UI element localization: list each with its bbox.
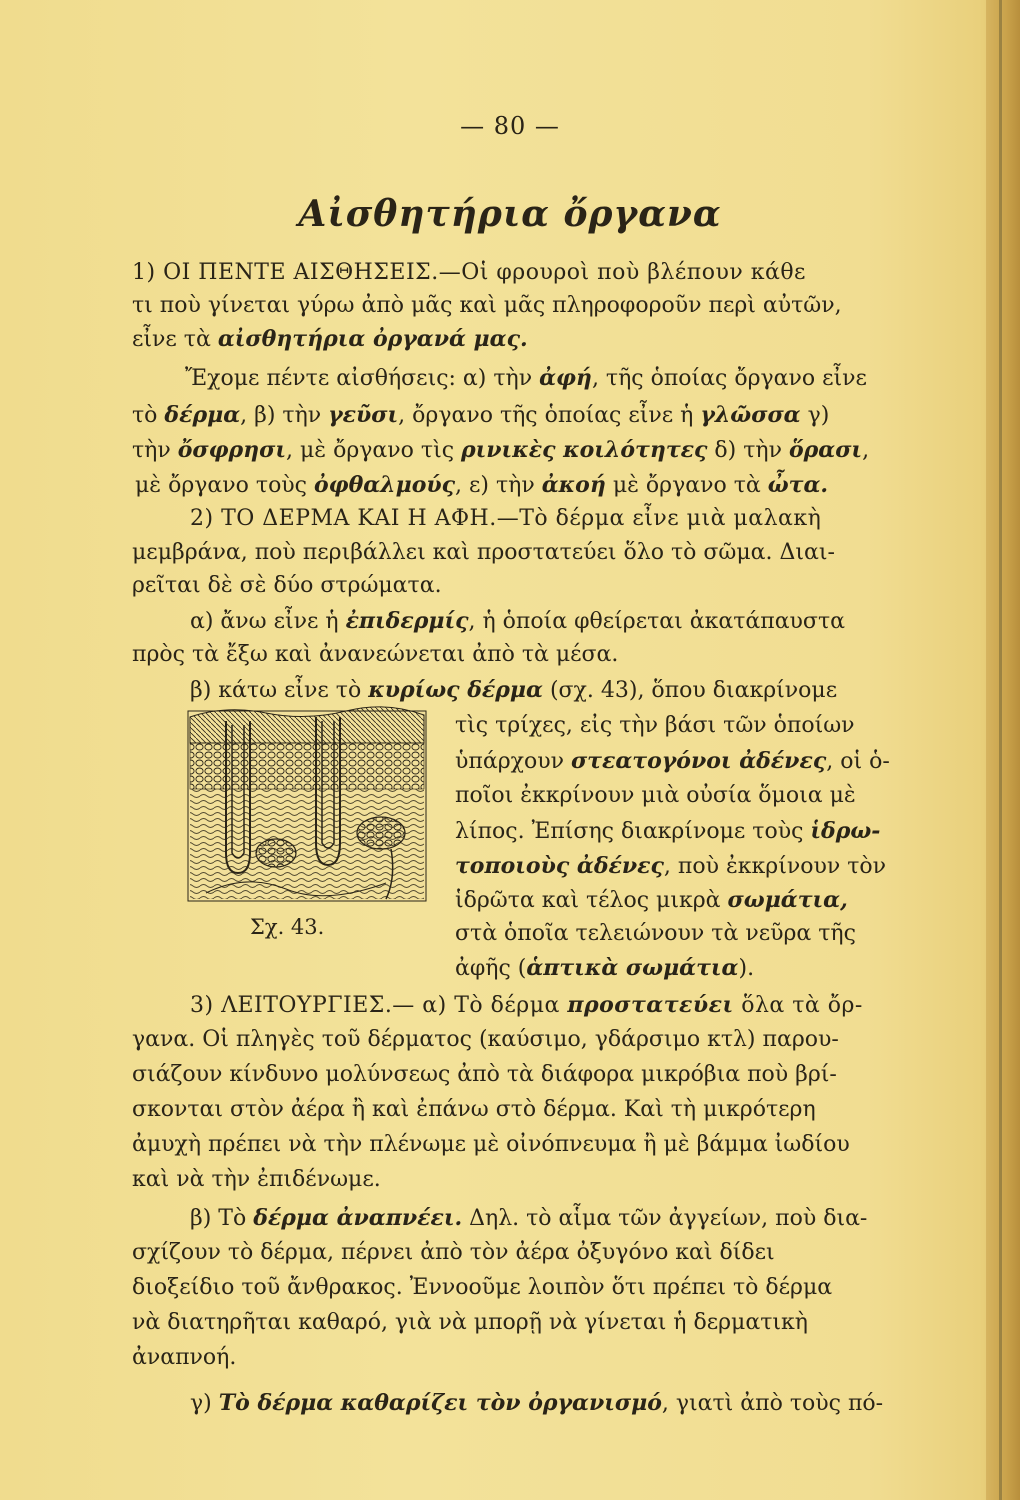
text-run: μὲ ὄργανο τὰ [605,473,768,498]
emphasis-term: ὦτα. [767,472,829,498]
text-run: , τῆς ὁποίας ὄργανο εἶνε [591,366,867,391]
text-run: , ἡ ὁποία φθείρεται ἀκατάπαυστα [468,609,845,634]
text-run: , οἱ ὁ- [826,749,890,774]
text-run: γ) [800,403,830,428]
text-line [132,400,829,431]
text-line: διοξείδιο τοῦ ἄνθρακος. Ἐννοοῦμε λοιπὸν ὅτι πρέπει τὸ δέρμα [132,1275,833,1300]
text-run: ). [738,956,755,981]
text-line [190,675,837,706]
text-line [190,606,845,637]
emphasis-term: Τὸ δέρμα καθαρίζει τὸν ὀργανισμό [218,1390,662,1416]
text-run: Ἔχομε πέντε αἰσθήσεις: α) τὴν [185,366,540,391]
text-run: , [862,438,870,463]
emphasis-term: ὄσφρησι [177,437,287,463]
text-line: ἀμυχὴ πρέπει νὰ τὴν πλένωμε μὲ οἰνόπνευμα ἢ μὲ βάμμα ἰωδίου [132,1132,850,1157]
text-run: , ε) τὴν [455,473,542,498]
emphasis-term: στεατογόνοι ἀδένες [570,748,827,774]
emphasis-term: ἀκοή [541,472,606,498]
text-line [185,363,867,394]
text-line: ἀναπνοή. [132,1345,237,1370]
text-run: Δηλ. τὸ αἷμα τῶν ἀγγείων, ποὺ δια- [462,1206,868,1231]
text-line [190,990,863,1021]
text-line: γανα. Οἱ πληγὲς τοῦ δέρματος (καύσιμο, γδάρσιμο κτλ) παρου- [132,1027,839,1052]
text-run: β) Τὸ [190,1206,254,1231]
text-line [455,885,848,916]
text-run: , ὄργανο τῆς ὁποίας εἶνε ἡ [398,403,701,428]
text-line: στὰ ὁποῖα τελειώνουν τὰ νεῦρα τῆς [455,921,856,946]
text-run: γ) [190,1391,219,1416]
text-run: α) ἄνω εἶνε ἡ [190,609,346,634]
emphasis-term: ἱδρω- [810,818,881,844]
text-line [135,470,828,501]
text-run: 3) ΛΕΙΤΟΥΡΓΙΕΣ.— α) Τὸ δέρμα [190,993,568,1018]
text-line [455,953,754,984]
skin-cross-section-figure [186,703,428,905]
text-run: , ποὺ ἐκκρίνουν τὸν [663,854,886,879]
text-line [455,746,890,777]
text-run: ἀφῆς ( [455,956,527,981]
text-run: εἶνε τὰ [132,327,218,352]
text-run: δ) τὴν [707,438,789,463]
page-number: — 80 — [460,112,560,140]
text-run: , β) τὴν [240,403,329,428]
text-line: 2) ΤΟ ΔΕΡΜΑ ΚΑΙ Η ΑΦΗ.—Τὸ δέρμα εἶνε μιὰ μαλακὴ [190,506,822,531]
text-line: μεμβράνα, ποὺ περιβάλλει καὶ προστατεύει ὅλο τὸ σῶμα. Διαι- [132,540,835,565]
text-line: σιάζουν κίνδυνο μολύνσεως ἀπὸ τὰ διάφορα μικρόβια ποὺ βρί- [132,1062,837,1087]
text-line: 1) ΟΙ ΠΕΝΤΕ ΑΙΣΘΗΣΕΙΣ.—Οἱ φρουροὶ ποὺ βλέπουν κάθε [132,260,806,285]
text-line: σχίζουν τὸ δέρμα, πέρνει ἀπὸ τὸν ἀέρα ὀξυγόνο καὶ δίδει [132,1240,775,1265]
emphasis-term: γλῶσσα [700,402,801,428]
emphasis-term: ἐπιδερμίς [345,608,469,634]
emphasis-term: δέρμα ἀναπνέει. [253,1205,463,1231]
text-run: β) κάτω εἶνε τὸ [190,678,369,703]
emphasis-term: ρινικὲς κοιλότητες [461,437,708,463]
text-line: τὶς τρίχες, εἰς τὴν βάσι τῶν ὁποίων [455,713,855,738]
text-line: ρεῖται δὲ σὲ δύο στρώματα. [132,573,442,598]
text-line: πρὸς τὰ ἔξω καὶ ἀνανεώνεται ἀπὸ τὰ μέσα. [132,642,619,667]
emphasis-term: σωμάτια, [727,887,848,913]
text-line: τι ποὺ γίνεται γύρω ἀπὸ μᾶς καὶ μᾶς πληροφοροῦν περὶ αὐτῶν, [132,293,842,318]
text-line: καὶ νὰ τὴν ἐπιδένωμε. [132,1167,381,1192]
text-run: μὲ ὄργανο τοὺς [135,473,314,498]
text-line [190,1203,867,1234]
emphasis-term: ἁπτικὰ σωμάτια [526,955,739,981]
emphasis-term: τοποιοὺς ἀδένες [455,853,664,879]
emphasis-term: κυρίως δέρμα [368,677,543,703]
text-run: τὸ [132,403,165,428]
emphasis-term: ὀφθαλμούς [314,472,456,498]
emphasis-term: γεῦσι [328,402,399,428]
emphasis-term: δέρμα [164,402,241,428]
figure-caption: Σχ. 43. [250,915,325,939]
text-run: , γιατὶ ἀπὸ τοὺς πό- [661,1391,884,1416]
text-line [132,435,869,466]
page-title: Αἰσθητήρια ὄργανα [298,193,722,235]
emphasis-term: προστατεύει [567,992,734,1018]
text-line [455,816,880,847]
text-line: σκονται στὸν ἀέρα ἢ καὶ ἐπάνω στὸ δέρμα. Καὶ τὴ μικρότερη [132,1097,816,1122]
text-run: ὑπάρχουν [455,749,571,774]
emphasis-term: ἀφή [539,365,592,391]
text-run: τὴν [132,438,178,463]
text-line [132,324,528,355]
text-run: , μὲ ὄργανο τὶς [286,438,462,463]
text-run: (σχ. 43), ὅπου διακρίνομε [542,678,838,703]
text-line [190,1388,883,1419]
text-run: ὅλα τὰ ὄρ- [733,993,863,1018]
text-line: ποῖοι ἐκκρίνουν μιὰ οὐσία ὅμοια μὲ [455,783,856,808]
text-run: ἱδρῶτα καὶ τέλος μικρὰ [455,888,728,913]
text-line: νὰ διατηρῆται καθαρό, γιὰ νὰ μπορῇ νὰ γίνεται ἡ δερματικὴ [132,1310,808,1335]
emphasis-term: αἰσθητήρια ὀργανά μας. [217,326,528,352]
emphasis-term: ὅρασι [788,437,863,463]
text-run: λίπος. Ἐπίσης διακρίνομε τοὺς [455,819,811,844]
text-line [455,851,886,882]
